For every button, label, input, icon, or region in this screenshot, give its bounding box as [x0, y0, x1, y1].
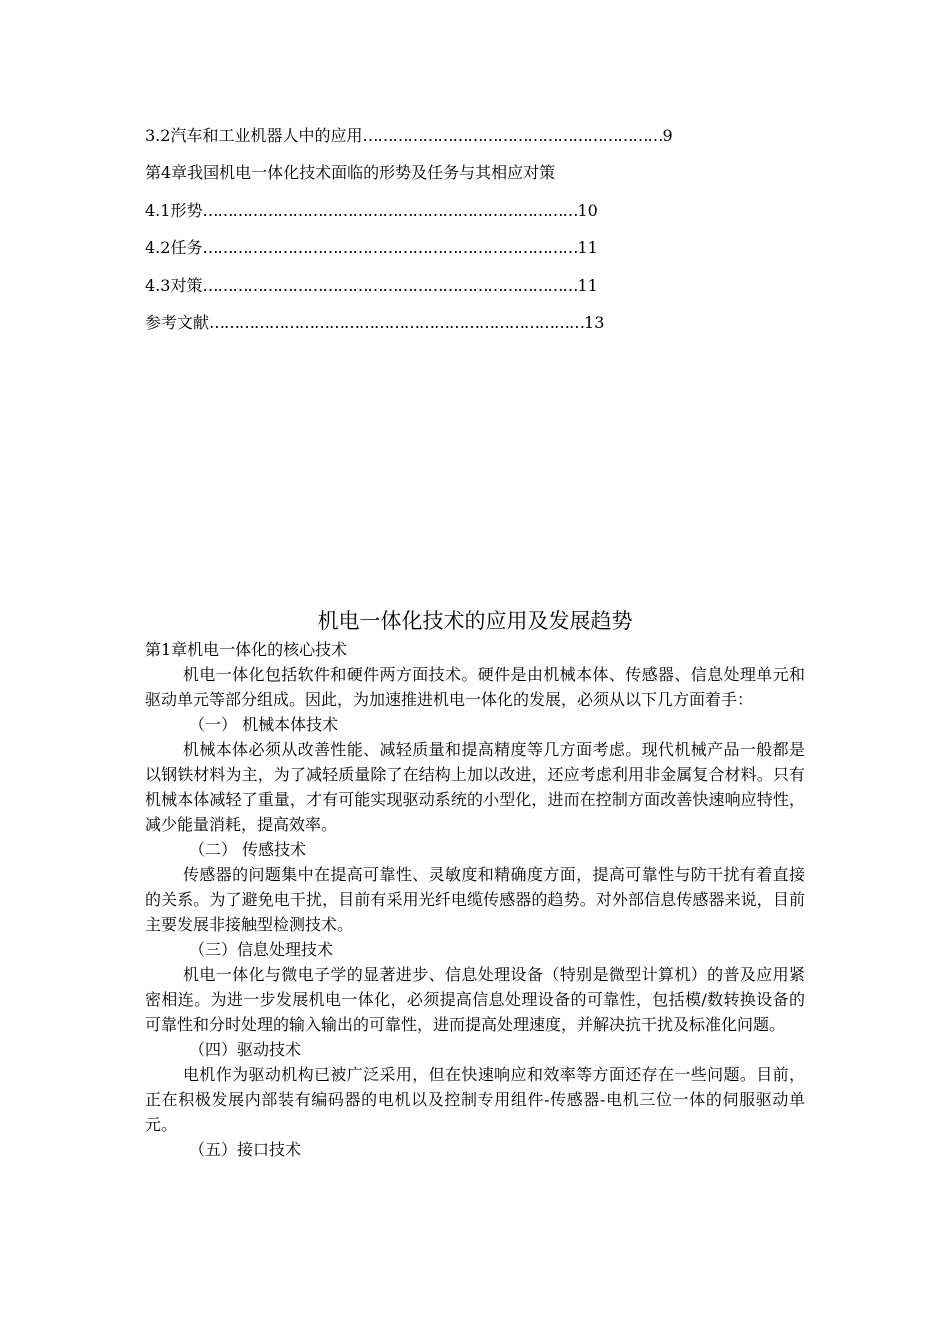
toc-entry-label: 参考文献: [145, 312, 210, 332]
toc-entry: [145, 199, 805, 223]
article-title: 机电一体化技术的应用及发展趋势: [317, 609, 633, 633]
toc-leader-dots: ……………………………………………………: [362, 126, 663, 145]
section-paragraph-drive: 电机作为驱动机构已被广泛采用，但在快速响应和效率等方面还存在一些问题。目前，正在积极发展内部装有编码器的电机以及控制专用组件-传感器-电机三位一体的伺服驱动单元。: [145, 1065, 805, 1134]
toc-entry: [145, 161, 805, 185]
toc-entry-label: 4.3对策: [145, 275, 203, 295]
toc-page-number: 10: [577, 200, 598, 220]
section-heading-interface: （五）接口技术: [189, 1140, 302, 1159]
toc-entry: [145, 274, 805, 298]
toc-page-number: 13: [584, 312, 605, 332]
table-of-contents: [145, 124, 805, 348]
section-heading-drive: （四）驱动技术: [189, 1040, 302, 1059]
toc-page-number: 9: [662, 126, 673, 145]
article-body: [145, 605, 805, 1162]
intro-paragraph: 机电一体化包括软件和硬件两方面技术。硬件是由机械本体、传感器、信息处理单元和驱动单元等部分组成。因此，为加速推进机电一体化的发展，必须从以下几方面着手：: [145, 665, 805, 709]
toc-entry-label: 4.2任务: [145, 238, 203, 258]
toc-page-number: 11: [577, 275, 598, 295]
section-heading-mechanical-body: （一） 机械本体技术: [189, 715, 339, 734]
section-heading-information-processing: （三）信息处理技术: [189, 940, 334, 959]
toc-page-number: 11: [577, 238, 598, 258]
section-paragraph-sensing: 传感器的问题集中在提高可靠性、灵敏度和精确度方面，提高可靠性与防干扰有着直接的关系。为了避免电干扰，目前有采用光纤电缆传感器的趋势。对外部信息传感器来说，目前主要发展非接触型检测技术。: [145, 865, 805, 934]
toc-leader-dots: …………………………………………………………………: [209, 312, 585, 332]
toc-entry: [145, 311, 805, 335]
section-paragraph-mechanical-body: 机械本体必须从改善性能、减轻质量和提高精度等几方面考虑。现代机械产品一般都是以钢铁材料为主，为了减轻质量除了在结构上加以改进，还应考虑利用非金属复合材料。只有机械本体减轻了重量，才有可能实现驱动系统的小型化，进而在控制方面改善快速响应特性，减少能量消耗，提高效率。: [145, 740, 805, 834]
toc-entry-label: 第4章我国机电一体化技术面临的形势及任务与其相应对策: [145, 163, 556, 183]
section-paragraph-information-processing: 机电一体化与微电子学的显著进步、信息处理设备（特别是微型计算机）的普及应用紧密相连。为进一步发展机电一体化，必须提高信息处理设备的可靠性，包括模/数转换设备的可靠性和分时处理的输入输出的可靠性，进而提高处理速度，并解决抗干扰及标准化问题。: [145, 965, 805, 1034]
toc-leader-dots: …………………………………………………………………: [202, 200, 578, 220]
toc-entry: [145, 124, 805, 148]
toc-entry-label: 3.2汽车和工业机器人中的应用: [145, 126, 363, 145]
chapter-heading: 第1章机电一体化的核心技术: [145, 640, 348, 659]
toc-entry-label: 4.1形势: [145, 200, 203, 220]
section-heading-sensing: （二） 传感技术: [189, 840, 307, 859]
toc-leader-dots: …………………………………………………………………: [202, 275, 578, 295]
toc-entry: [145, 236, 805, 260]
toc-leader-dots: …………………………………………………………………: [202, 238, 578, 258]
